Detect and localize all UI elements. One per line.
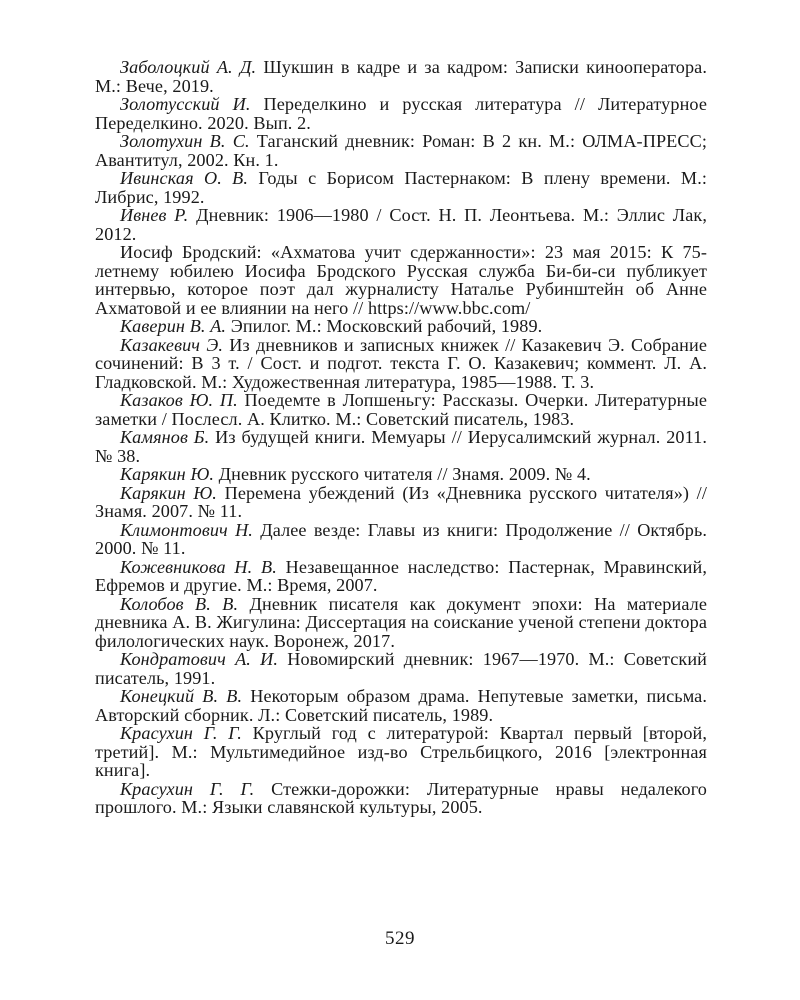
entry-text: Из дневников и записных книжек // Казакевич Э. Собрание сочинений: В 3 т. / Сост. и подгот. текста Г. О. Казакевич; коммент. Л. А. Гладковской. М.: Художественная литература, 1985—1988. Т. 3. xyxy=(95,334,708,392)
entry-author: Кондратович А. И. xyxy=(120,649,279,669)
entry-author: Колобов В. В. xyxy=(120,593,239,614)
entry-author: Казакевич Э. xyxy=(120,334,223,355)
entry-text: Переделкино и русская литература // Литературное Переделкино. 2020. Вып. 2. xyxy=(95,94,707,133)
entry-text: Дневник писателя как документ эпохи: На материале дневника А. В. Жигулина: Диссертация на соискание ученой степени доктора филологических наук. Воронеж, 2017. xyxy=(95,593,707,651)
page-number: 529 xyxy=(385,928,415,949)
bibliography-entry xyxy=(95,206,707,243)
bibliography-entry xyxy=(95,595,707,651)
bibliography-entry xyxy=(95,169,707,206)
bibliography-list xyxy=(95,58,707,817)
entry-author: Карякин Ю. xyxy=(120,482,217,503)
bibliography-entry xyxy=(95,132,707,169)
entry-text: Шукшин в кадре и за кадром: Записки кинооператора. М.: Вече, 2019. xyxy=(95,57,708,96)
entry-author: Ивнев Р. xyxy=(120,205,189,225)
bibliography-entry xyxy=(95,650,707,687)
entry-text: Незавещанное наследство: Пастернак, Мравинский, Ефремов и другие. М.: Время, 2007. xyxy=(95,556,707,595)
entry-author: Кожевникова Н. В. xyxy=(120,556,277,577)
bibliography-entry xyxy=(95,95,707,132)
entry-author: Конецкий В. В. xyxy=(120,686,243,706)
entry-text: Иосиф Бродский: «Ахматова учит сдержанности»: 23 мая 2015: К 75-летнему юбилею Иосифа Бродского Русская служба Би-би-си публикует интервью, которое поэт дал журналисту Наталье Рубинштейн об Анне Ахматовой и ее влиянии на него // https://www.bbc.com/ xyxy=(95,242,707,318)
entry-author: Камянов Б. xyxy=(120,427,210,447)
entry-text: Дневник: 1906—1980 / Сост. Н. П. Леонтьева. М.: Эллис Лак, 2012. xyxy=(95,205,707,244)
entry-author: Казаков Ю. П. xyxy=(120,390,238,410)
entry-text: Новомирский дневник: 1967—1970. М.: Советский писатель, 1991. xyxy=(95,649,707,688)
bibliography-entry xyxy=(95,724,707,780)
bibliography-entry xyxy=(95,391,707,428)
entry-text: Поедемте в Лопшеньгу: Рассказы. Очерки. Литературные заметки / Послесл. А. Клитко. М.: Советский писатель, 1983. xyxy=(95,390,707,429)
entry-text: Из будущей книги. Мемуары // Иерусалимский журнал. 2011. № 38. xyxy=(95,427,707,466)
entry-text: Таганский дневник: Роман: В 2 кн. М.: ОЛМА-ПРЕСС; Авантитул, 2002. Кн. 1. xyxy=(95,131,707,170)
entry-author: Каверин В. А. xyxy=(120,316,227,336)
entry-text: Стежки-дорожки: Литературные нравы недалекого прошлого. М.: Языки славянской культуры, 2005. xyxy=(95,778,707,817)
entry-text: Перемена убеждений (Из «Дневника русского читателя») // Знамя. 2007. № 11. xyxy=(95,482,707,521)
entry-text: Дневник русского читателя // Знамя. 2009. № 4. xyxy=(213,464,591,484)
bibliography-entry xyxy=(95,336,707,392)
entry-text: Далее везде: Главы из книги: Продолжение // Октябрь. 2000. № 11. xyxy=(95,519,707,558)
bibliography-entry xyxy=(95,484,707,521)
bibliography-entry xyxy=(95,687,707,724)
entry-author: Ивинская О. В. xyxy=(120,168,249,188)
bibliography-entry xyxy=(95,465,707,484)
entry-author: Карякин Ю. xyxy=(120,464,214,484)
entry-text: Некоторым образом драма. Непутевые заметки, письма. Авторский сборник. Л.: Советский писатель, 1989. xyxy=(95,686,707,725)
bibliography-entry xyxy=(95,243,707,317)
entry-author: Климонтович Н. xyxy=(120,519,253,540)
bibliography-entry xyxy=(95,428,707,465)
entry-author: Красухин Г. Г. xyxy=(120,723,242,743)
entry-text: Круглый год с литературой: Квартал первый [второй, третий]. М.: Мультимедийное изд-во Стрельбицкого, 2016 [электронная книга]. xyxy=(95,723,708,780)
bibliography-entry xyxy=(95,317,707,336)
entry-author: Золотусский И. xyxy=(120,94,251,114)
bibliography-entry xyxy=(95,558,707,595)
book-page xyxy=(95,58,707,938)
bibliography-entry xyxy=(95,780,707,817)
entry-text: Эпилог. М.: Московский рабочий, 1989. xyxy=(226,316,543,336)
bibliography-entry xyxy=(95,58,707,95)
bibliography-entry xyxy=(95,521,707,558)
entry-author: Золотухин В. С. xyxy=(120,131,250,151)
entry-text: Годы с Борисом Пастернаком: В плену времени. М.: Либрис, 1992. xyxy=(95,168,707,207)
entry-author: Заболоцкий А. Д. xyxy=(120,57,257,77)
entry-author: Красухин Г. Г. xyxy=(120,778,255,799)
